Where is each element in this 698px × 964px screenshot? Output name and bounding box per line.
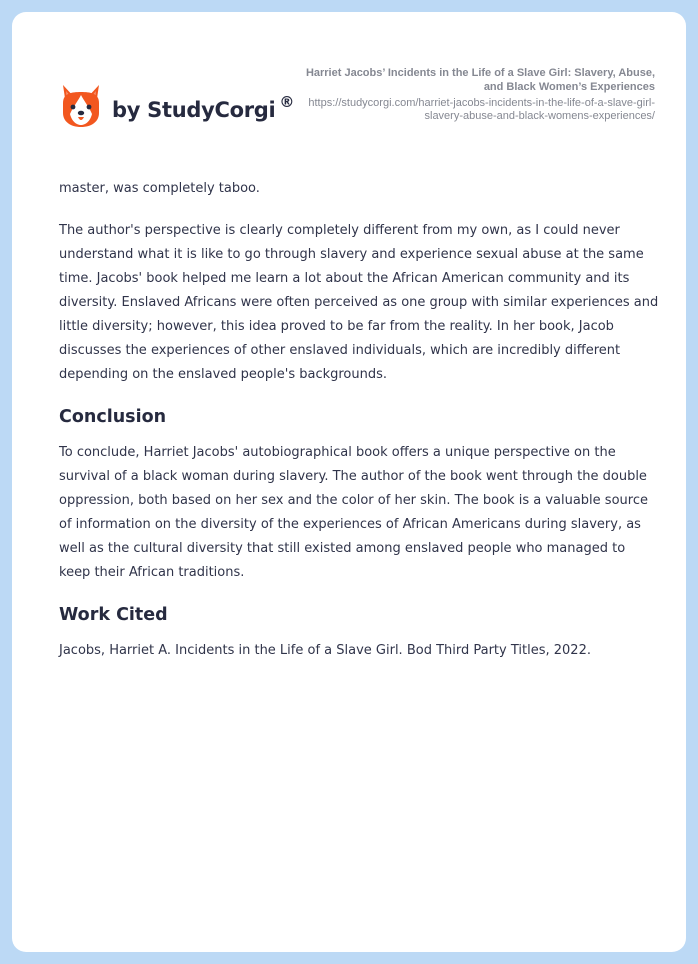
conclusion-heading: Conclusion [59, 407, 167, 427]
works-cited-heading: Work Cited [59, 605, 168, 625]
brand-prefix: by [112, 98, 148, 122]
corgi-logo-icon [60, 83, 102, 129]
citation-entry: Jacobs, Harriet A. Incidents in the Life of a Slave Girl. Bod Third Party Titles, 2022. [59, 643, 591, 658]
essay-content [59, 177, 659, 681]
brand-wordmark: StudyCorgi [147, 98, 276, 122]
conclusion-paragraph: To conclude, Harriet Jacobs' autobiographical book offers a unique perspective on the survival of a black woman during slavery. The author of the book went through the double oppression, both based on her sex and the color of her skin. The book is a valuable source of information on the diversity of the experiences of African Americans during slavery, as well as the cultural diversity that still existed among enslaved people who managed to keep their African traditions. [59, 445, 648, 580]
document-url[interactable]: https://studycorgi.com/harriet-jacobs-incidents-in-the-life-of-a-slave-girl-slavery-abuse-and-black-womens-experiences/ [308, 97, 655, 122]
document-meta [305, 66, 655, 123]
document-title: Harriet Jacobs’ Incidents in the Life of a Slave Girl: Slavery, Abuse, and Black Women’s Experiences [305, 67, 655, 93]
paragraph-fragment: master, was completely taboo. [59, 181, 260, 196]
brand-name [112, 93, 295, 122]
studycorgi-logo[interactable] [60, 76, 294, 136]
registered-mark: ® [279, 93, 295, 111]
paragraph-perspective: The author's perspective is clearly completely different from my own, as I could never understand what it is like to go through slavery and experience sexual abuse at the same time. Jacobs' book helped me learn a lot about the African American community and its diversity. Enslaved Africans were often perceived as one group with similar experiences and little diversity; however, this idea proved to be far from the reality. In her book, Jacob discusses the experiences of other enslaved individuals, which are incredibly different depending on the enslaved people's backgrounds. [59, 223, 659, 382]
document-page [12, 12, 686, 952]
